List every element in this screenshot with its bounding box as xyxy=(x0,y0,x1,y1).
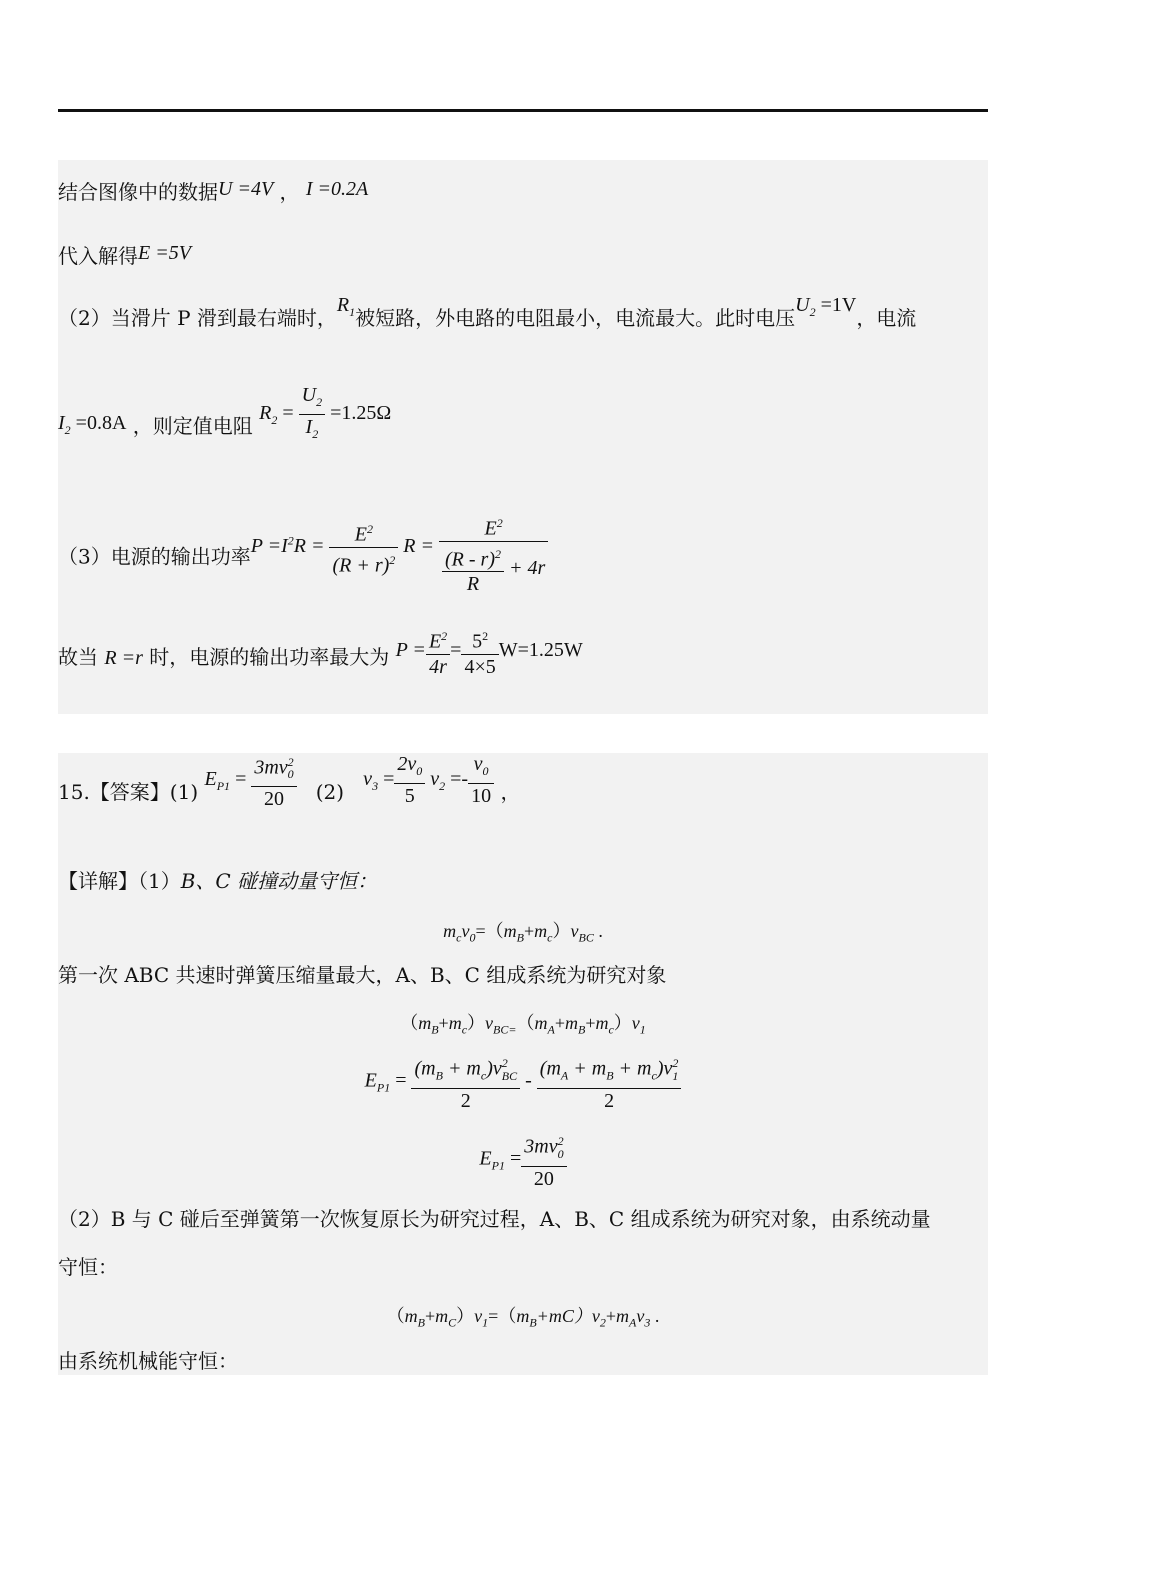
fraction-52-4x5: $\frac{5^2}{4\times 5}$ xyxy=(461,624,498,679)
line-part3: （3）电源的输出功率$P =I^2R$ = $\frac{E^2}{(R + r)^2}$ R = $E^2$ $\frac{(R - r)^2}{R}$ + 4r xyxy=(58,512,548,608)
line-energy-conserve: 由系统机械能守恒： xyxy=(58,1349,238,1373)
fraction-energy-1: $\frac{(m_B + m_c)v^2_{BC}}{2}$ xyxy=(411,1051,520,1113)
fraction-v3: $\frac{2v_0}{5}$ xyxy=(394,752,425,808)
eq-ep1-result: $E_{P1}$ = $\frac{3mv^2_0}{20}$ xyxy=(58,1129,988,1191)
eq-momentum-part2: $(m_B+m_C)v_1=(m_B+mC)v_2+m_Av_3$ . xyxy=(386,1306,660,1330)
line-part2-process: （2）B 与 C 碰后至弹簧第一次恢复原长为研究过程，A、B、C 组成系统为研究对象，由系统动量 xyxy=(58,1207,931,1231)
line-part2-conserve: 守恒： xyxy=(58,1255,118,1279)
fraction-u2-i2: $\frac{U_2}{I_2}$ xyxy=(299,383,325,446)
solution-box-2 xyxy=(58,753,988,1375)
line-r2: $I_2 =0.8A$ ，则定值电阻 $R_2$ = $\frac{U_2}{I_2}$ =1.25Ω xyxy=(58,396,391,464)
fraction-energy-2: $\frac{(m_A + m_B + m_c)v^2_1}{2}$ xyxy=(537,1051,682,1113)
fraction-ep1: $\frac{3mv^2_0}{20}$ xyxy=(251,750,296,812)
fraction-ep1-result: $\frac{3mv^2_0}{20}$ xyxy=(521,1129,566,1191)
line-answer: 15.【答案】(1) $E_{P1}$ = $\frac{3mv^2_0}{20}$ (2) $v_3$ = $\frac{2v_0}{5}$ $v_2$ =- $\frac{v_0}{10}$ ， xyxy=(58,757,520,835)
line-data-values: 结合图像中的数据U =4V ， I =0.2A xyxy=(58,178,369,204)
line-solve-e: 代入解得E =5V xyxy=(58,242,191,268)
line-max-power: 故当 R =r 时，电源的输出功率最大为 P = $\frac{E^2}{4r}$ = $\frac{5^2}{4\times 5}$ W=1.25W xyxy=(58,622,583,693)
fraction-power-2: $E^2$ $\frac{(R - r)^2}{R}$ + 4r xyxy=(439,511,548,596)
line-detail-1: 【详解】（1）B、C 碰撞动量守恒： xyxy=(58,869,378,893)
header-rule xyxy=(58,109,988,112)
eq-momentum-bc: $m_cv_0=(m_B+m_c)v_{BC}$ . xyxy=(443,921,603,945)
solution-box-1 xyxy=(58,160,988,714)
eq-momentum-abc: $(m_B+m_c)v_{BC=}(m_A+m_B+m_c)v_1$ xyxy=(400,1013,646,1037)
line-first-common-speed: 第一次 ABC 共速时弹簧压缩量最大，A、B、C 组成系统为研究对象 xyxy=(58,963,667,987)
fraction-power-1: $\frac{E^2}{(R + r)^2}$ xyxy=(329,517,398,577)
fraction-v2: $\frac{v_0}{10}$ xyxy=(468,752,494,808)
eq-energy-ep1: $E_{P1}$ = $\frac{(m_B + m_c)v^2_{BC}}{2}$ - $\frac{(m_A + m_B + m_c)v^2_1}{2}$ xyxy=(58,1051,988,1113)
fraction-e2-4r: $\frac{E^2}{4r}$ xyxy=(426,624,450,679)
line-part2: （2）当滑片 P 滑到最右端时，$R_1$被短路，外电路的电阻最小，电流最大。此时电压$U_2 =1V$，电流 xyxy=(58,294,917,330)
